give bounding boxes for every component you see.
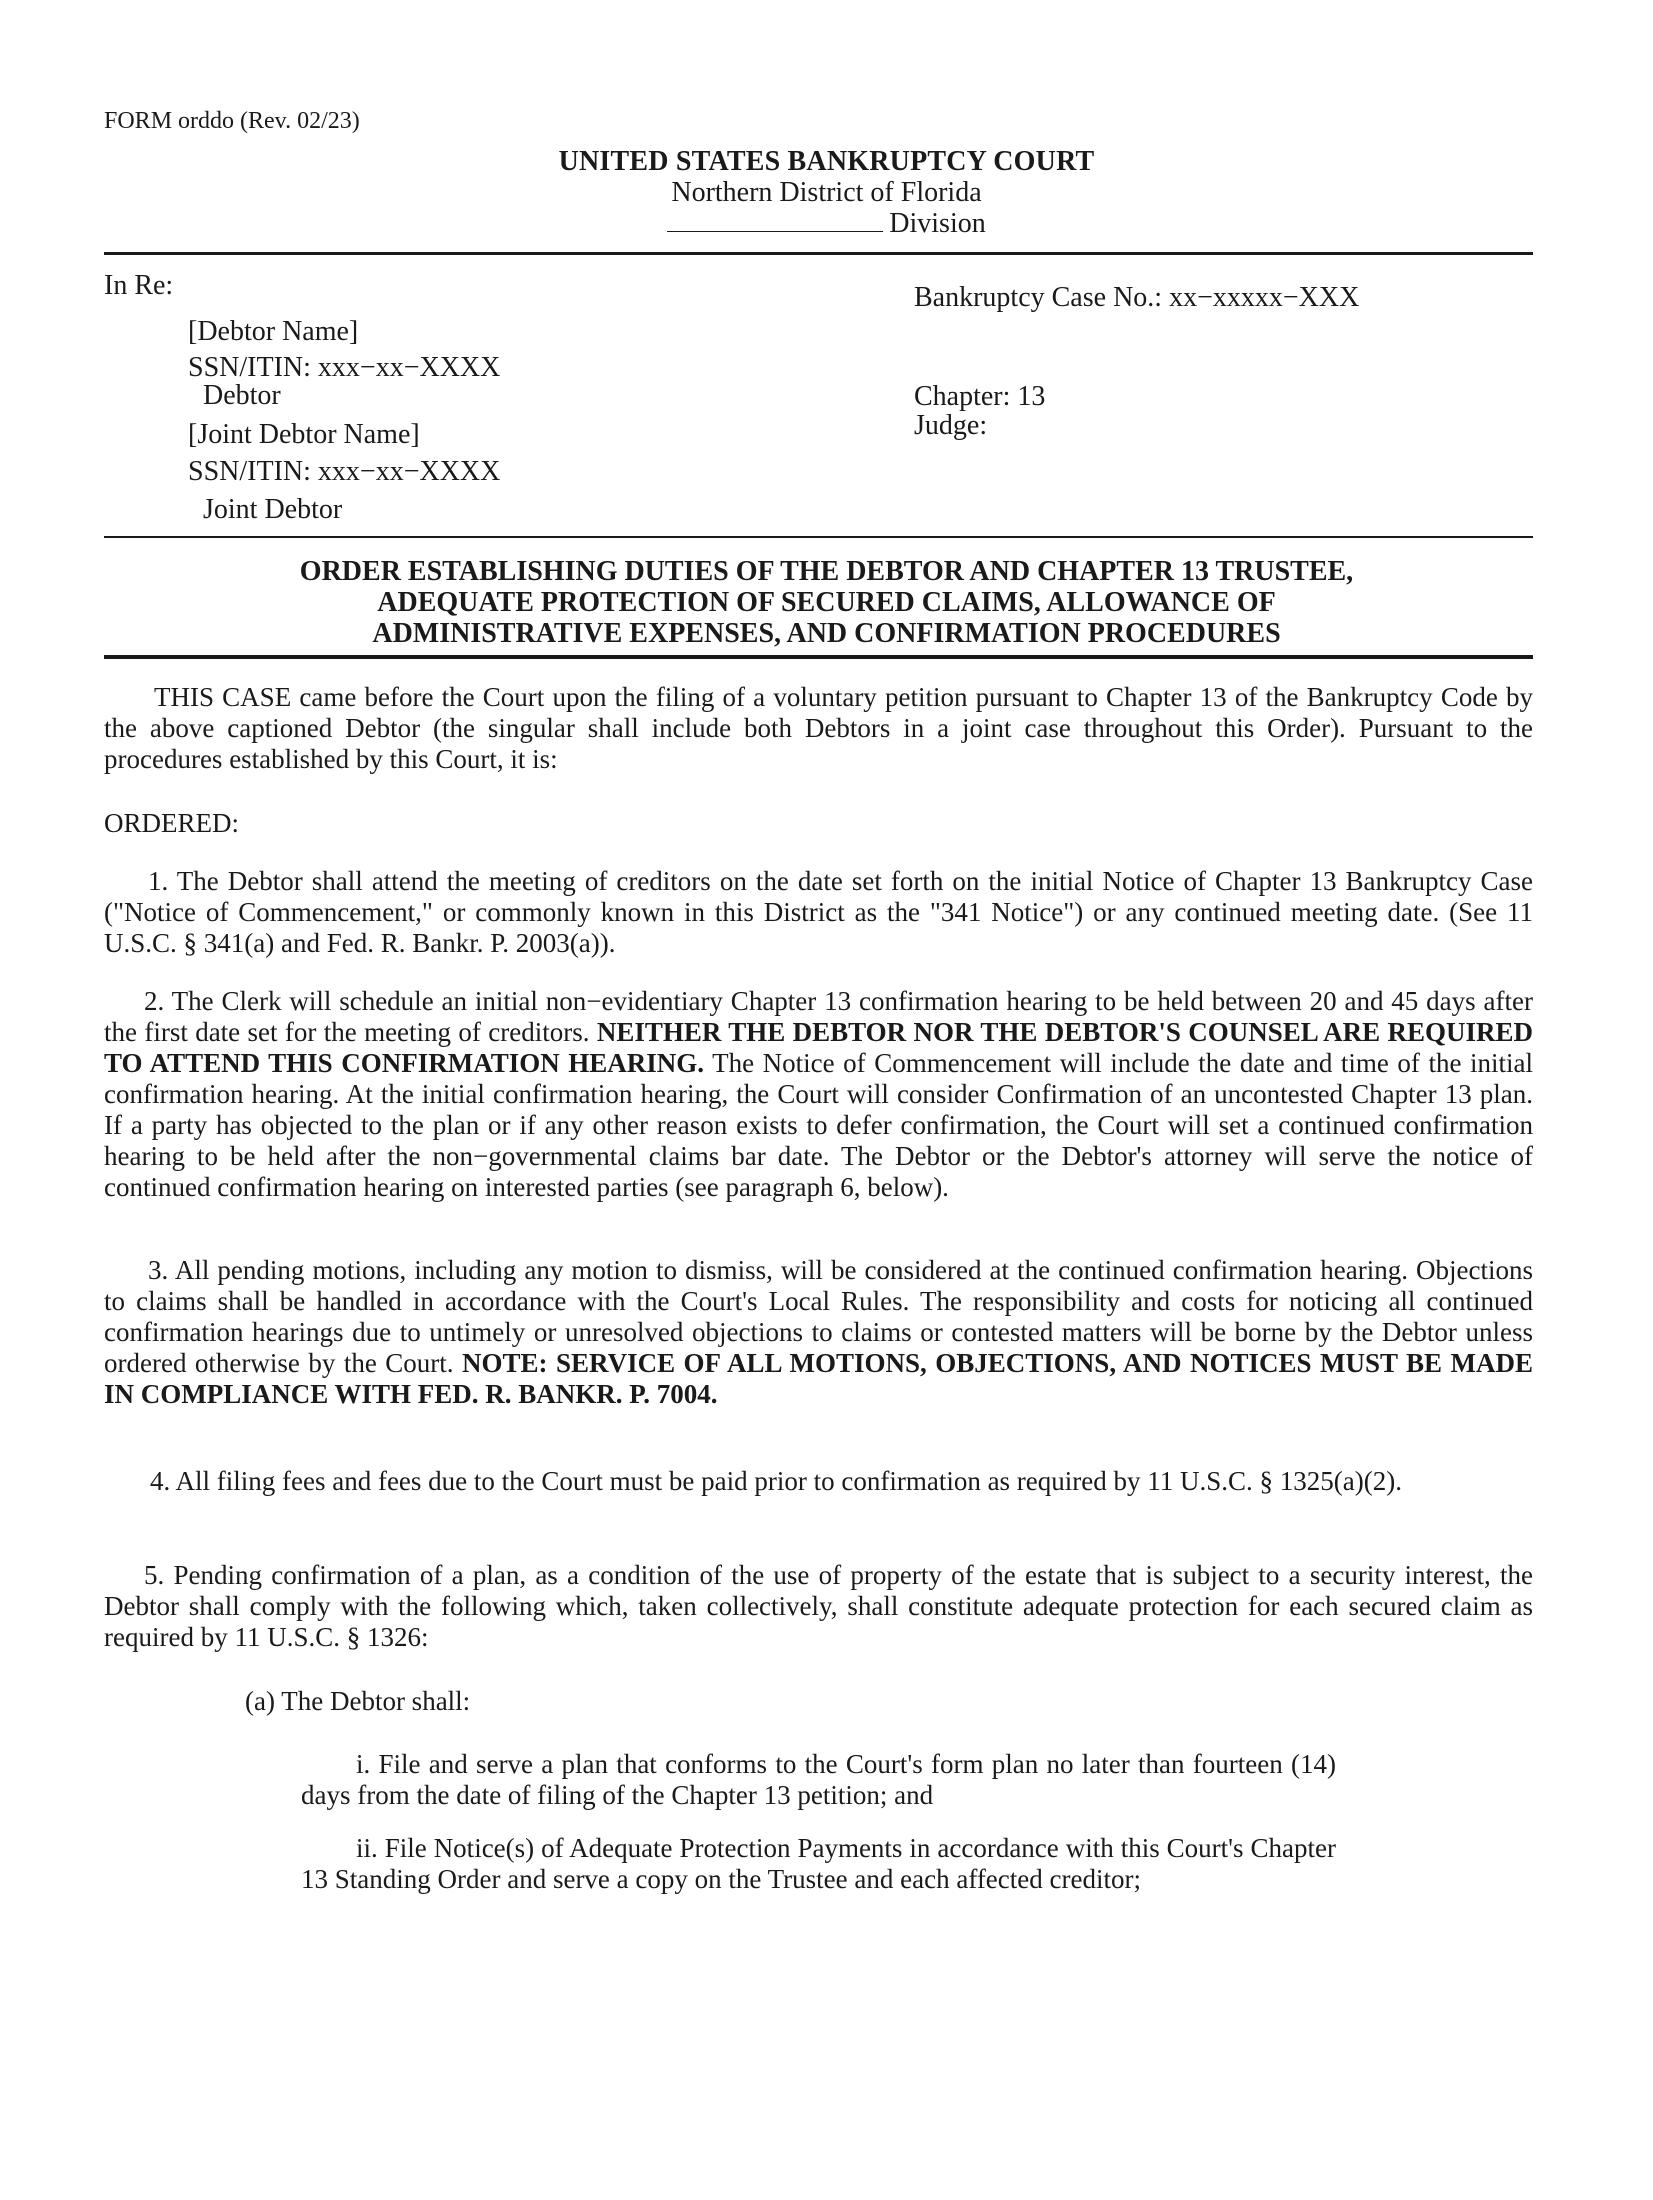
paragraph-2-text (104, 986, 1533, 1203)
division-blank (667, 209, 883, 232)
in-re-label: In Re: (104, 270, 174, 301)
order-title (0, 556, 1653, 649)
order-title-line-3: ADMINISTRATIVE EXPENSES, AND CONFIRMATION PROCEDURES (372, 618, 1281, 649)
division-row (0, 208, 1653, 239)
joint-debtor-label: Joint Debtor (203, 494, 343, 525)
caption-rule (104, 536, 1533, 538)
case-number: Bankruptcy Case No.: xx−xxxxx−XXX (914, 282, 1360, 313)
district-name: Northern District of Florida (671, 177, 982, 208)
paragraph-5-text: 5. Pending confirmation of a plan, as a condition of the use of property of the estate that is subject to a security interest, the Debtor shall comply with the following which, taken collectively, shall constitute adequate protection for each secured claim as required by 11 U.S.C. § 1326: (104, 1560, 1533, 1652)
subparagraph-a-i (301, 1749, 1336, 1811)
subparagraph-a-ii (301, 1833, 1336, 1895)
paragraph-2-part-1: 2. The Clerk will schedule an initial non−evidentiary Chapter 13 confirmation hearing to be held between 20 and 45 days after the first date set for the meeting of creditors. (104, 986, 1533, 1047)
paragraph-4-text: 4. All filing fees and fees due to the Court must be paid prior to confirmation as required by 11 U.S.C. § 1325(a)(2). (150, 1466, 1402, 1496)
paragraph-2 (104, 986, 1533, 1203)
form-id: FORM orddo (Rev. 02/23) (104, 108, 360, 134)
paragraph-2-emphasis: NEITHER THE DEBTOR NOR THE DEBTOR'S COUNSEL ARE REQUIRED TO ATTEND THIS CONFIRMATION HEARING. (104, 1017, 1533, 1078)
subparagraph-a: (a) The Debtor shall: (245, 1686, 471, 1716)
court-name: UNITED STATES BANKRUPTCY COURT (558, 146, 1095, 177)
debtor-label: Debtor (203, 380, 281, 411)
debtor-ssn: SSN/ITIN: xxx−xx−XXXX (188, 352, 501, 383)
intro-paragraph (104, 682, 1533, 775)
joint-debtor-name: [Joint Debtor Name] (188, 419, 420, 450)
paragraph-3-text (104, 1255, 1533, 1410)
order-title-line-2: ADEQUATE PROTECTION OF SECURED CLAIMS, ALLOWANCE OF (377, 587, 1276, 618)
paragraph-3 (104, 1255, 1533, 1410)
paragraph-2-part-2: The Notice of Commencement will include the date and time of the initial confirmation hearing. At the initial confirmation hearing, the Court will consider Confirmation of an uncontested Chapter 13 plan. If a party has objected to the plan or if any other reason exists to defer confirmation, the Court will set a continued confirmation hearing to be held after the non−governmental claims bar date. The Debtor or the Debtor's attorney will serve the notice of continued confirmation hearing on interested parties (see paragraph 6, below). (104, 1048, 1533, 1202)
subparagraph-a-i-text: i. File and serve a plan that conforms to the Court's form plan no later than fourteen (14) days from the date of filing of the Chapter 13 petition; and (301, 1749, 1336, 1810)
paragraph-1 (104, 866, 1533, 959)
paragraph-4 (104, 1466, 1533, 1497)
intro-text: THIS CASE came before the Court upon the filing of a voluntary petition pursuant to Chapter 13 of the Bankruptcy Code by the above captioned Debtor (the singular shall include both Debtors in a joint case throughout this Order). Pursuant to the procedures established by this Court, it is: (104, 682, 1533, 774)
paragraph-3-part-1: 3. All pending motions, including any motion to dismiss, will be considered at the continued confirmation hearing. Objections to claims shall be handled in accordance with the Court's Local Rules. The responsibility and costs for noticing all continued confirmation hearings due to untimely or unresolved objections to claims or contested matters will be borne by the Debtor unless ordered otherwise by the Court. (104, 1255, 1533, 1378)
chapter-number: Chapter: 13 (914, 381, 1046, 412)
judge-label: Judge: (914, 410, 988, 441)
joint-debtor-ssn: SSN/ITIN: xxx−xx−XXXX (188, 456, 501, 487)
order-title-line-1: ORDER ESTABLISHING DUTIES OF THE DEBTOR AND CHAPTER 13 TRUSTEE, (299, 556, 1354, 587)
paragraph-1-text: 1. The Debtor shall attend the meeting of creditors on the date set forth on the initial Notice of Chapter 13 Bankruptcy Case ("Notice of Commencement," or commonly known in this District as the "341 Notice") or any continued meeting date. (See 11 U.S.C. § 341(a) and Fed. R. Bankr. P. 2003(a)). (104, 866, 1533, 958)
paragraph-3-emphasis: NOTE: SERVICE OF ALL MOTIONS, OBJECTIONS, AND NOTICES MUST BE MADE IN COMPLIANCE WITH FED. R. BANKR. P. 7004. (104, 1348, 1533, 1409)
ordered-label: ORDERED: (104, 808, 239, 838)
subparagraph-a-ii-text: ii. File Notice(s) of Adequate Protection Payments in accordance with this Court's Chapter 13 Standing Order and serve a copy on the Trustee and each affected creditor; (301, 1833, 1336, 1894)
header-rule (104, 252, 1533, 255)
division-label: Division (889, 208, 986, 239)
paragraph-5 (104, 1560, 1533, 1653)
court-header (0, 146, 1653, 239)
debtor-name: [Debtor Name] (188, 316, 359, 347)
title-rule (104, 655, 1533, 659)
